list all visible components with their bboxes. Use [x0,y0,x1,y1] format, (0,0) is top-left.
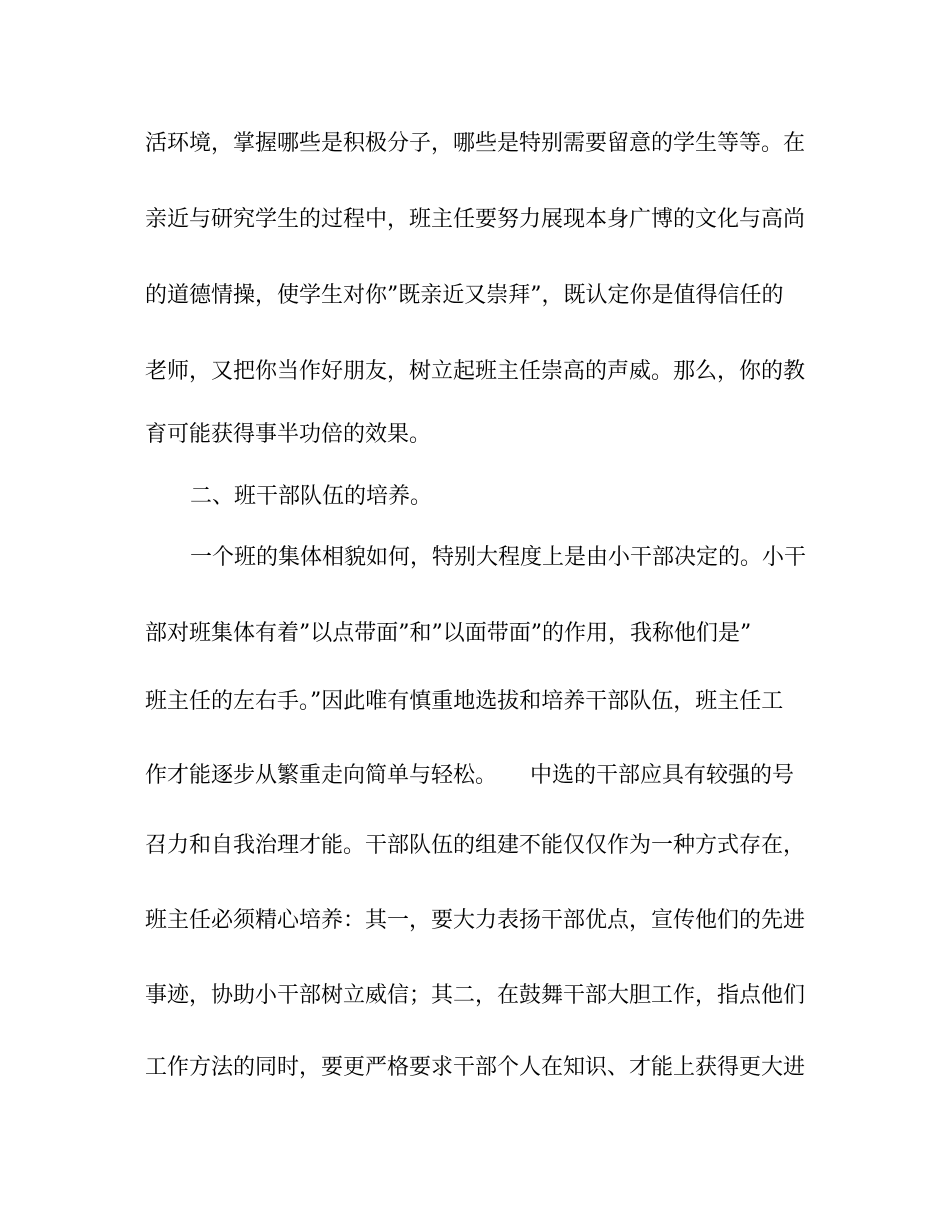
text-line: 一个班的集体相貌如何，特别大程度上是由小干部决定的。小干 [190,545,807,570]
text-line: 作才能逐步从繁重走向简单与轻松。 中选的干部应具有较强的号 [145,763,795,788]
text-line: 班主任的左右手。”因此唯有慎重地选拔和培养干部队伍，班主任工 [145,689,784,714]
text-line: 部对班集体有着”以点带面”和”以面带面”的作用，我称他们是” [145,621,752,646]
text-line: 育可能获得事半功倍的效果。 [145,422,432,447]
section-heading: 二、班干部队伍的培养。 [190,484,433,509]
text-line: 班主任必须精心培养：其一，要大力表扬干部优点，宣传他们的先进 [145,908,806,933]
text-line: 事迹，协助小干部树立威信；其二，在鼓舞干部大胆工作，指点他们 [145,983,806,1008]
text-line: 的道德情操，使学生对你”既亲近又崇拜”，既认定你是值得信任的 [145,283,784,308]
text-line: 老师，又把你当作好朋友，树立起班主任崇高的声威。那么，你的教 [145,359,806,384]
text-line: 亲近与研究学生的过程中，班主任要努力展现本身广博的文化与高尚 [145,207,806,232]
text-line: 召力和自我治理才能。干部队伍的组建不能仅仅作为一种方式存在， [145,833,806,858]
text-line: 工作方法的同时，要更严格要求干部个人在知识、才能上获得更大进 [145,1055,806,1080]
text-line: 活环境，掌握哪些是积极分子，哪些是特别需要留意的学生等等。在 [145,131,806,156]
